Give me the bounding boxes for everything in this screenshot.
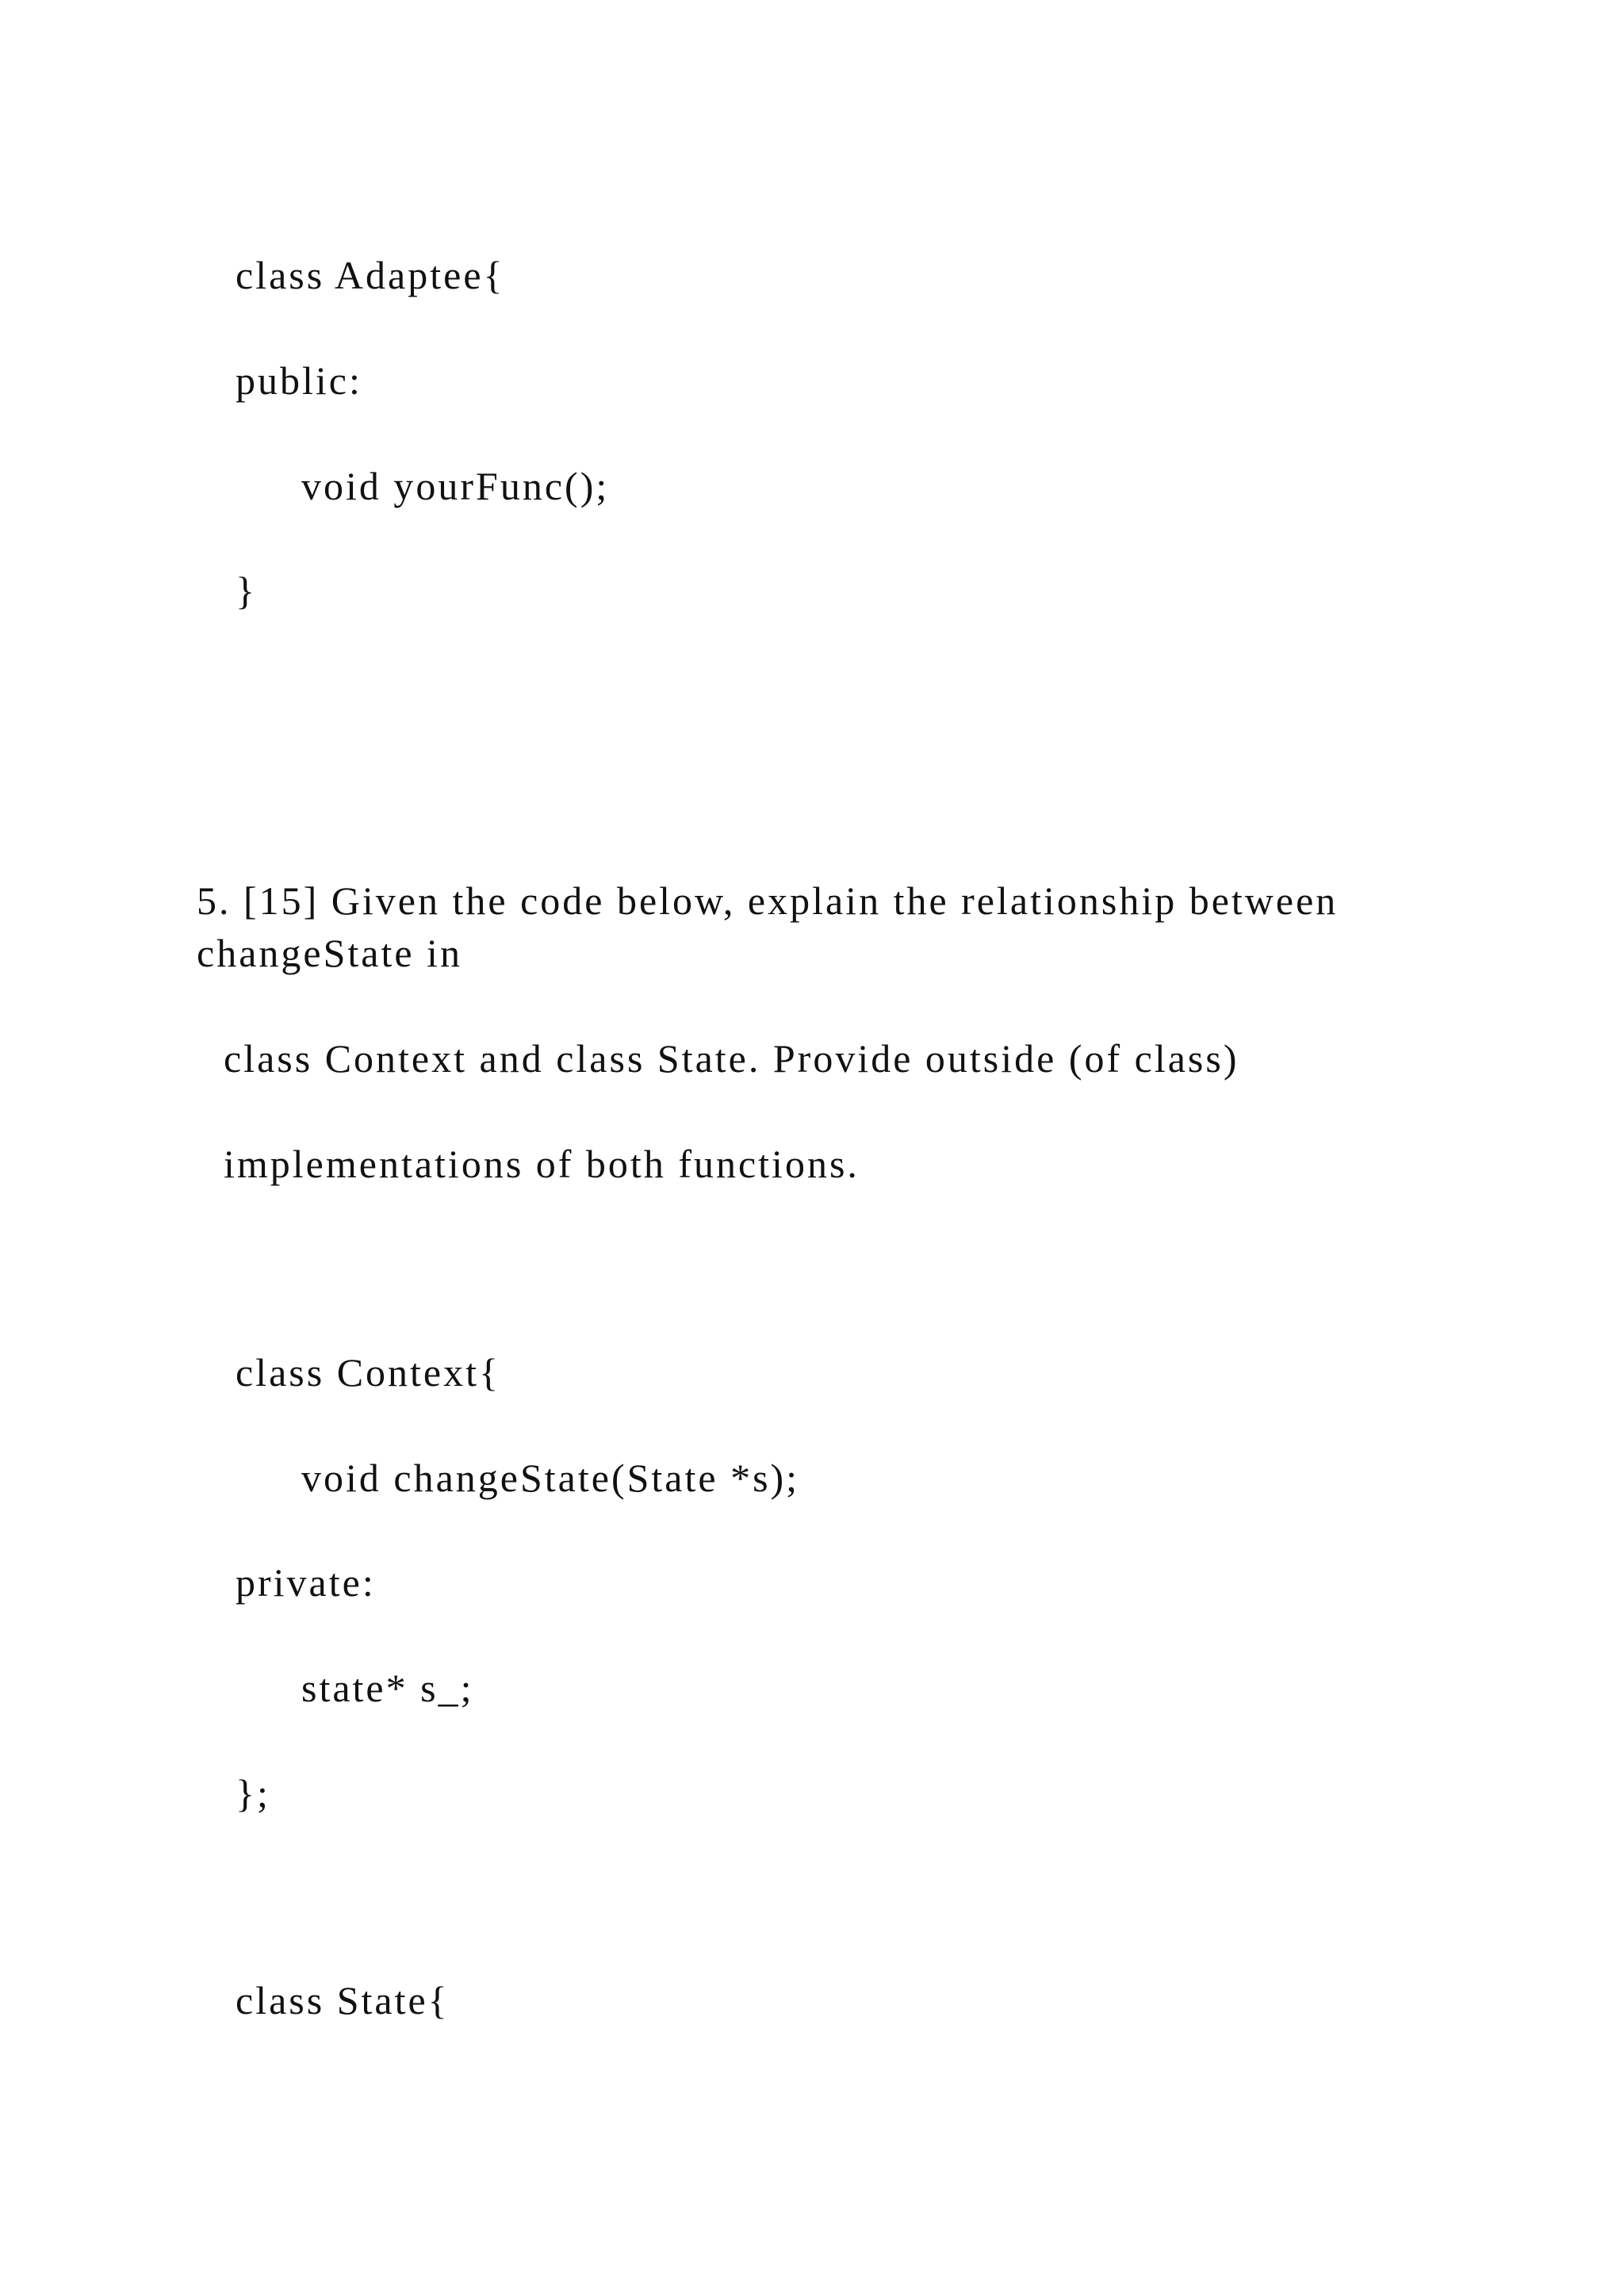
code-line-context-class: class Context{ [236, 1350, 501, 1395]
question-5-line-3: class Context and class State. Provide outside (of class) [224, 1036, 1239, 1081]
question-5-line-1: 5. [15] Given the code below, explain the relationship between [197, 878, 1339, 923]
code-line-yourfunc: void yourFunc(); [301, 464, 610, 508]
question-5-line-2: changeState in [197, 931, 462, 975]
code-line-changestate: void changeState(State *s); [301, 1456, 800, 1500]
code-line-state-member: state* s_; [301, 1666, 474, 1710]
question-5-line-4: implementations of both functions. [224, 1142, 860, 1186]
code-line-state-class: class State{ [236, 1978, 450, 2022]
code-line-adaptee-class: class Adaptee{ [236, 253, 505, 297]
code-line-private: private: [236, 1560, 376, 1605]
code-line-public: public: [236, 358, 362, 403]
code-line-close-brace: } [236, 568, 257, 613]
code-line-close-brace-semicolon: }; [236, 1771, 270, 1816]
